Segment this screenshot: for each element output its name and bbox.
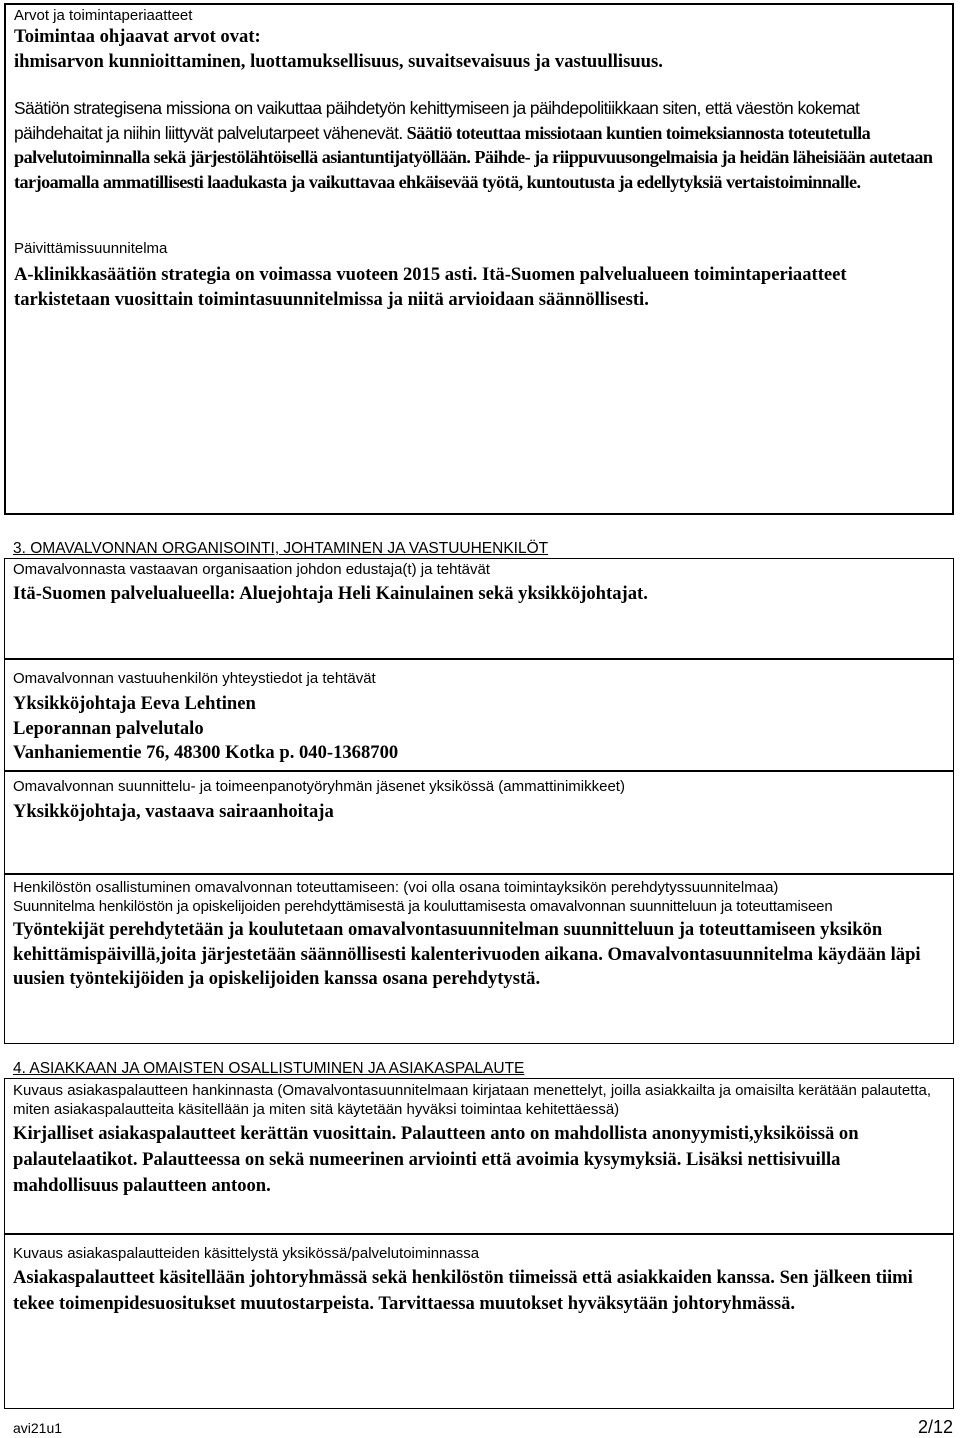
org-representative-label: Omavalvonnasta vastaavan organisaation johdon edustaja(t) ja tehtävät — [13, 561, 490, 578]
contact-label: Omavalvonnan vastuuhenkilön yhteystiedot ja tehtävät — [13, 670, 376, 687]
contact-name: Yksikköjohtaja Eeva Lehtinen — [13, 693, 256, 714]
working-group-label: Omavalvonnan suunnittelu- ja toimeenpanotyöryhmän jäsenet yksikössä (ammattinimikkeet) — [13, 778, 625, 795]
feedback-handling-value: Asiakaspalautteet käsitellään johtoryhmässä sekä henkilöstön tiimeissä että asiakkaiden kanssa. Sen jälkeen tiimi tekee toimenpidesuositukset muutostarpeista. Tarvittaessa muutokset hyväksytään johtoryhmässä. — [13, 1267, 913, 1314]
values-line-2: ihmisarvon kunnioittaminen, luottamuksellisuus, suvaitsevaisuus ja vastuullisuus. — [14, 50, 663, 72]
staff-participation-label: Henkilöstön osallistuminen omavalvonnan toteuttamiseen: (voi olla osana toimintayksikön perehdytyssuunnitelmaa) — [13, 879, 779, 896]
working-group-box — [4, 771, 954, 874]
mission-text-serif: Säätiö toteuttaa missiotaan kuntien toimeksiannosta toteutetulla palvelutoiminnalla sekä järjestölähtöisellä asiantuntijatyöllään. Päihde- ja riippuvuusongelmaisia ja heidän läheisiään autetaan tarjoamalla ammatillisesti laadukasta ja vaikuttavaa ehkäisevää työtä, kuntoutusta ja edellytyksiä vertaistoiminnalle. — [14, 122, 933, 192]
values-section — [4, 3, 954, 515]
section-3-heading: 3. OMAVALVONNAN ORGANISOINTI, JOHTAMINEN JA VASTUUHENKILÖT — [13, 540, 549, 557]
feedback-handling-box — [4, 1234, 954, 1409]
footer-page-number: 2/12 — [917, 1417, 953, 1437]
feedback-collection-box — [4, 1078, 954, 1234]
values-label: Arvot ja toimintaperiaatteet — [14, 7, 193, 24]
contact-address: Vanhaniementie 76, 48300 Kotka p. 040-1368700 — [13, 742, 399, 763]
contact-box — [4, 659, 954, 771]
update-plan-text: A-klinikkasäätiön strategia on voimassa vuoteen 2015 asti. Itä-Suomen palvelualueen toimintaperiaatteet tarkistetaan vuosittain toimintasuunnitelmissa ja niitä arvioidaan säännöllisesti. — [14, 264, 847, 310]
working-group-value: Yksikköjohtaja, vastaava sairaanhoitaja — [13, 801, 334, 822]
contact-place: Leporannan palvelutalo — [13, 717, 204, 739]
org-representative-value: Itä-Suomen palvelualueella: Aluejohtaja Heli Kainulainen sekä yksikköjohtajat. — [13, 583, 648, 604]
values-line-1: Toimintaa ohjaavat arvot ovat: — [14, 26, 261, 47]
update-plan-label: Päivittämissuunnitelma — [14, 240, 168, 257]
staff-participation-box — [4, 874, 954, 1044]
feedback-collection-label: Kuvaus asiakaspalautteen hankinnasta (Omavalvontasuunnitelmaan kirjataan menettelyt, joilla asiakkailta ja omaisilta kerätään palautetta, miten asiakaspalautteita käsitellään ja miten sitä käytetään hyväksi toimintaa kehitettäessä) — [13, 1082, 932, 1118]
footer-doc-code: avi21u1 — [13, 1420, 63, 1436]
org-representative-box — [4, 558, 954, 659]
section-4-heading: 4. ASIAKKAAN JA OMAISTEN OSALLISTUMINEN JA ASIAKASPALAUTE — [13, 1060, 525, 1077]
staff-training-label: Suunnitelma henkilöstön ja opiskelijoiden perehdyttämisestä ja kouluttamisesta omavalvonnan suunnitteluun ja toteuttamiseen — [13, 898, 833, 915]
staff-participation-value: Työntekijät perehdytetään ja koulutetaan omavalvontasuunnitelman suunnitteluun ja toteuttamiseen yksikön kehittämispäivillä,joita järjestetään säännöllisesti kalenterivuoden aikana. Omavalvontasuunnitelma käydään läpi uusien työntekijöiden ja opiskelijoiden kanssa osana perehdytystä. — [13, 919, 921, 989]
mission-text-sans: Säätiön strategisena missiona on vaikuttaa päihdetyön kehittymiseen ja päihdepolitiikkaan siten, että väestön kokemat päihdehaitat ja niihin liittyvät palvelutarpeet vähenevät. — [14, 98, 860, 143]
feedback-collection-value: Kirjalliset asiakaspalautteet kerättän vuosittain. Palautteen anto on mahdollista anonyymisti,yksiköissä on palautelaatikot. Palautteessa on sekä numeerinen arviointi että avoimia kysymyksiä. Lisäksi nettisivuilla mahdollisuus palautteen antoon. — [13, 1123, 859, 1196]
feedback-handling-label: Kuvaus asiakaspalautteiden käsittelystä yksikössä/palvelutoiminnassa — [13, 1245, 480, 1262]
